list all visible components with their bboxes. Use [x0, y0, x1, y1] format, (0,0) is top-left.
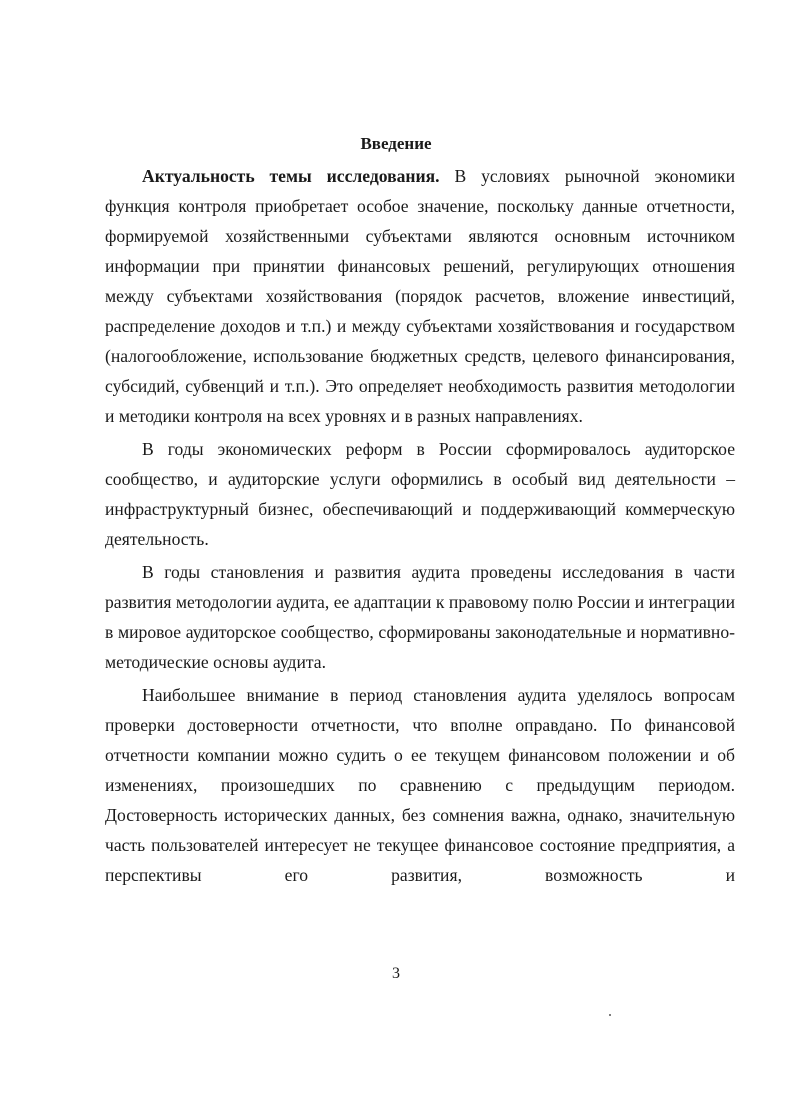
body-text: [105, 161, 735, 893]
paragraph-text: В условиях рыночной экономики функция контроля приобретает особое значение, поскольку данные отчетности, формируемой хозяйственными субъектами являются основным источником информации при принятии финансовых решений, регулирующих отношения между субъектами хозяйствования (порядок расчетов, вложение инвестиций, распределение доходов и т.п.) и между субъектами хозяйствования и государством (налогообложение, использование бюджетных средств, целевого финансирования, субсидий, субвенций и т.п.). Это определяет необходимость развития методологии и методики контроля на всех уровнях и в разных направлениях.: [105, 166, 735, 426]
section-title: Введение: [360, 134, 432, 153]
paragraph-reliability: Наибольшее внимание в период становления аудита уделялось вопросам проверки достоверности отчетности, что вполне оправдано. По финансовой отчетности компании можно судить о ее текущем финансовом положении и об изменениях, произошедших по сравнению с предыдущим периодом. Достоверность исторических данных, без сомнения важна, однако, значительную часть пользователей интересует не текущее финансовое состояние предприятия, а перспективы его развития, возможность и: [105, 685, 735, 885]
paragraph-relevance: [105, 161, 735, 431]
scan-speck: [609, 1014, 611, 1016]
paragraph-audit-development: В годы становления и развития аудита проведены исследования в части развития методологии аудита, ее адаптации к правовому полю России и интеграции в мировое аудиторское сообщество, сформированы законодательные и нормативно-методические основы аудита.: [105, 562, 735, 672]
page-number: 3: [392, 965, 400, 982]
paragraph-reforms: В годы экономических реформ в России сформировалось аудиторское сообщество, и аудиторские услуги оформились в особый вид деятельности – инфраструктурный бизнес, обеспечивающий и поддерживающий коммерческую деятельность.: [105, 439, 735, 549]
paragraph-lead-heading: Актуальность темы исследования.: [142, 166, 440, 186]
